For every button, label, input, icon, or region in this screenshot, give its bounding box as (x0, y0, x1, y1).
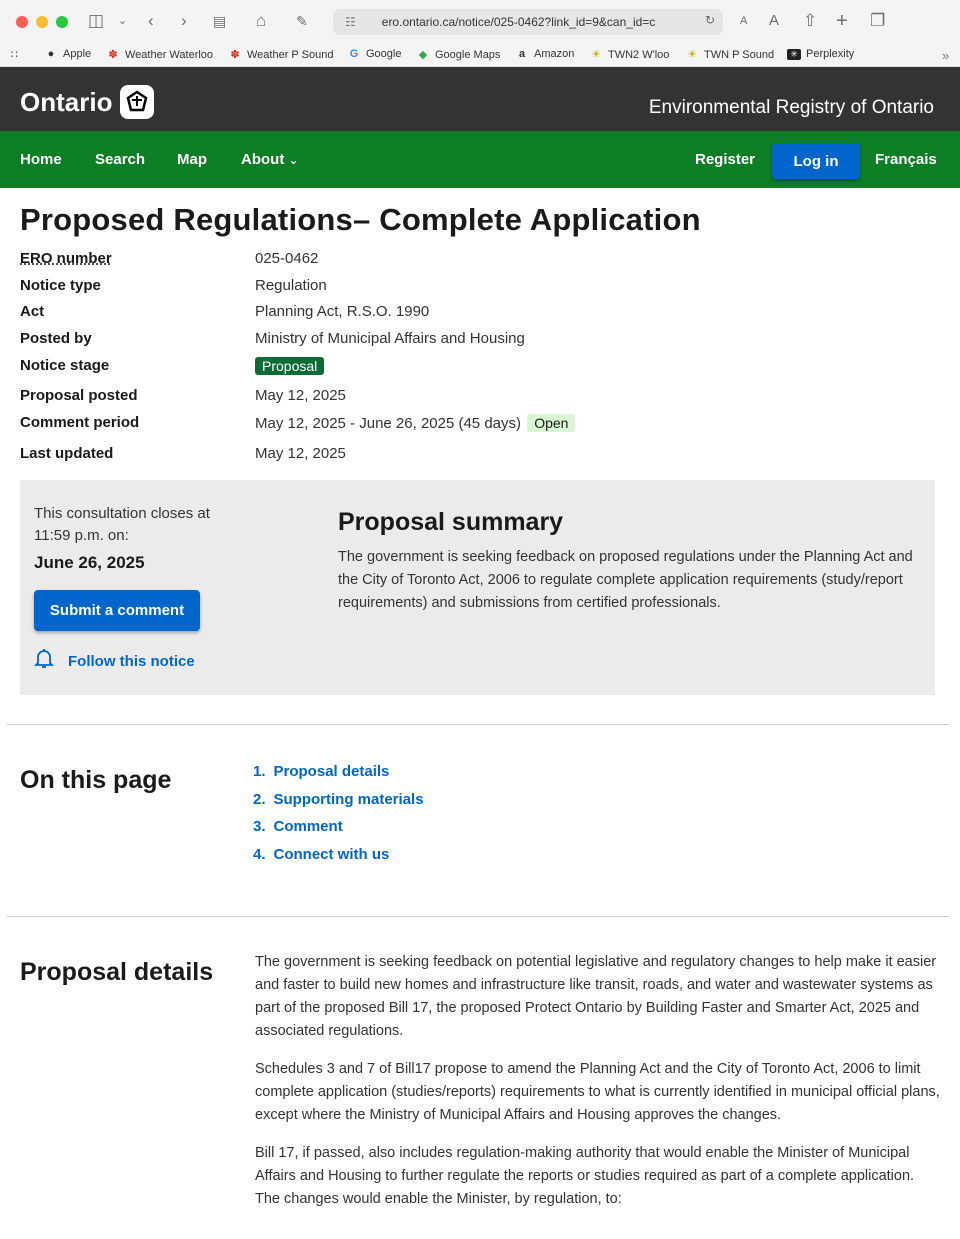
sidebar-icon[interactable]: ◫ (88, 11, 105, 30)
meta-key: Comment period (20, 414, 140, 431)
bookmark-apple[interactable] (44, 48, 91, 60)
toc-number: 4. (253, 845, 266, 863)
toc-number: 2. (253, 790, 266, 808)
bookmark-twn-p-sound[interactable] (685, 48, 774, 61)
stage-badge: Proposal (255, 357, 324, 375)
nav-register[interactable]: Register (695, 151, 756, 168)
details-paragraph: The government is seeking feedback on potential legislative and regulatory changes to help make it easier and faster to build new homes and infrastructure like transit, roads, and water and wastewater systems as part of the proposed Bill 17, the proposed Protect Ontario by Building Faster and Smarter Act, 2025 and associated regulations. (255, 954, 937, 1039)
reload-icon[interactable]: ↻ (704, 13, 715, 27)
toc-item-proposal-details[interactable] (253, 761, 424, 789)
chevron-down-icon[interactable]: ⌄ (118, 15, 128, 27)
bookmark-label: Apple (63, 48, 92, 60)
bookmark-label: TWN P Sound (704, 48, 775, 61)
meta-key: Last updated (20, 445, 114, 462)
weather-network-icon: ☀ (591, 49, 601, 61)
details-paragraph: Bill 17, if passed, also includes regulation-making authority that would enable the Minister of Municipal Affairs and Housing to further regulate the reports or studies required as part of a complete application. The changes would enable the Minister, by regulation, to: (255, 1145, 915, 1207)
consultation-summary-box (20, 480, 935, 695)
page-title: Proposed Regulations– Complete Application (20, 202, 701, 237)
bookmark-label: Weather Waterloo (125, 48, 214, 61)
bookmark-google[interactable] (347, 48, 401, 60)
meta-key: Proposal posted (20, 387, 138, 404)
meta-value: 025-0462 (255, 250, 319, 267)
login-button[interactable]: Log in (772, 143, 860, 179)
bookmark-weather-waterloo[interactable] (106, 48, 213, 61)
meta-key: ERO number (20, 250, 112, 267)
meta-row-ero-number (20, 248, 920, 270)
trillium-icon (120, 85, 154, 119)
meta-value (255, 355, 324, 378)
bookmark-label: Weather P Sound (247, 48, 334, 61)
tabs-overview-icon[interactable]: ❐ (870, 11, 886, 30)
apps-grid-icon[interactable]: ∷ (11, 49, 18, 61)
details-paragraph: Schedules 3 and 7 of Bill17 propose to amend the Planning Act and the City of Toronto Act, 2006 to limit complete application (studies/reports) requirements to what is currently identified in municipal official plans, except where the Ministry of Municipal Affairs and Housing approves the changes. (255, 1061, 940, 1123)
meta-row-notice-stage (20, 355, 920, 377)
edit-icon[interactable]: ✎ (296, 13, 308, 29)
meta-value: May 12, 2025 (255, 445, 346, 462)
comment-period-text: May 12, 2025 - June 26, 2025 (45 days) (255, 415, 522, 432)
map-pin-icon: ◆ (418, 49, 428, 61)
bookmark-amazon[interactable] (515, 48, 574, 60)
closes-date: June 26, 2025 (34, 553, 145, 572)
bookmark-label: Google (366, 48, 402, 60)
bookmark-label: Perplexity (806, 48, 855, 60)
toc-number: 1. (253, 763, 266, 780)
toc-label: Supporting materials (273, 790, 424, 808)
meta-row-proposal-posted (20, 385, 920, 407)
home-icon[interactable]: ⌂ (256, 11, 267, 30)
meta-value (255, 412, 575, 435)
closes-text: This consultation closes at 11:59 p.m. on: (34, 505, 210, 544)
status-badge: Open (527, 414, 575, 432)
google-icon: G (349, 48, 359, 60)
on-this-page-heading: On this page (20, 766, 172, 794)
meta-value: Planning Act, R.S.O. 1990 (255, 303, 430, 320)
toc-item-supporting-materials[interactable] (253, 789, 424, 817)
nav-about[interactable] (241, 151, 299, 168)
proposal-summary-text: The government is seeking feedback on proposed regulations under the Planning Act and the City of Toronto Act, 2006 to regulate complete application requirements (study/report requirements) and submissions from certified professionals. (338, 549, 913, 611)
perplexity-icon: ✳ (787, 49, 801, 60)
apple-icon: ● (47, 48, 55, 60)
reader-icon[interactable]: ▤ (213, 13, 227, 29)
bookmark-twn2-wloo[interactable] (589, 48, 669, 61)
nav-about-label: About (241, 151, 285, 168)
bell-icon (34, 648, 54, 674)
new-tab-icon[interactable]: + (836, 10, 848, 32)
meta-row-notice-type (20, 275, 920, 297)
proposal-details-body (255, 951, 940, 1226)
amazon-icon: a (518, 48, 526, 60)
site-settings-icon[interactable]: ☷ (345, 15, 356, 29)
nav-search[interactable]: Search (95, 151, 146, 168)
meta-key: Posted by (20, 330, 92, 347)
section-divider (7, 916, 949, 917)
meta-value: Ministry of Municipal Affairs and Housing (255, 330, 525, 347)
minimize-window-button[interactable] (36, 16, 48, 28)
registry-title[interactable]: Environmental Registry of Ontario (648, 97, 934, 118)
browser-toolbar (0, 0, 960, 44)
proposal-summary-heading: Proposal summary (338, 508, 564, 536)
meta-key: Act (20, 303, 45, 320)
back-icon[interactable]: ‹ (148, 11, 154, 30)
toc-item-connect-with-us[interactable] (253, 844, 424, 872)
site-header (0, 67, 960, 131)
proposal-details-heading: Proposal details (20, 958, 214, 986)
meta-row-comment-period (20, 412, 920, 434)
ontario-logo-text: Ontario (20, 86, 113, 117)
maple-leaf-icon: ✽ (230, 49, 240, 61)
window-controls (16, 16, 68, 28)
main-nav (0, 131, 960, 188)
follow-notice-label: Follow this notice (68, 652, 195, 670)
text-smaller-icon[interactable]: A (740, 15, 748, 27)
bookmark-label: Amazon (534, 48, 575, 60)
toc-label: Connect with us (273, 845, 390, 863)
bookmark-perplexity[interactable] (787, 48, 854, 60)
follow-notice-link[interactable] (34, 648, 195, 674)
weather-network-icon: ☀ (687, 49, 697, 61)
bookmark-weather-p-sound[interactable] (228, 48, 333, 61)
bookmark-label: Google Maps (435, 48, 501, 61)
meta-value: Regulation (255, 277, 327, 294)
section-divider (7, 724, 949, 725)
more-bookmarks-icon[interactable]: » (942, 48, 950, 63)
url-text[interactable]: ero.ontario.ca/notice/025-0462?link_id=9&can_id=c (381, 15, 656, 29)
meta-row-act (20, 301, 920, 323)
toc-item-comment[interactable] (253, 816, 424, 844)
nav-map[interactable]: Map (177, 151, 207, 168)
share-icon[interactable]: ⇧ (803, 11, 818, 30)
maple-leaf-icon: ✽ (108, 49, 118, 61)
maximize-window-button[interactable] (56, 16, 68, 28)
meta-key: Notice stage (20, 357, 110, 374)
bookmark-google-maps[interactable] (416, 48, 500, 61)
toc-label: Proposal details (273, 763, 390, 780)
bookmarks-bar (0, 44, 960, 67)
meta-value: May 12, 2025 (255, 387, 346, 404)
toc-label: Comment (273, 818, 343, 835)
meta-row-last-updated (20, 443, 920, 465)
meta-row-posted-by (20, 328, 920, 350)
submit-comment-button[interactable]: Submit a comment (34, 590, 200, 631)
ontario-logo[interactable] (20, 85, 154, 119)
forward-icon[interactable]: › (181, 11, 187, 30)
nav-language[interactable]: Français (875, 151, 937, 168)
address-bar[interactable] (333, 9, 723, 35)
chevron-down-icon: ⌄ (288, 153, 299, 167)
bookmark-label: TWN2 W'loo (608, 48, 670, 61)
nav-home[interactable]: Home (20, 151, 62, 168)
text-larger-icon[interactable]: A (769, 12, 780, 29)
table-of-contents (253, 761, 424, 871)
meta-key: Notice type (20, 277, 101, 294)
toc-number: 3. (253, 818, 266, 835)
close-window-button[interactable] (16, 16, 28, 28)
